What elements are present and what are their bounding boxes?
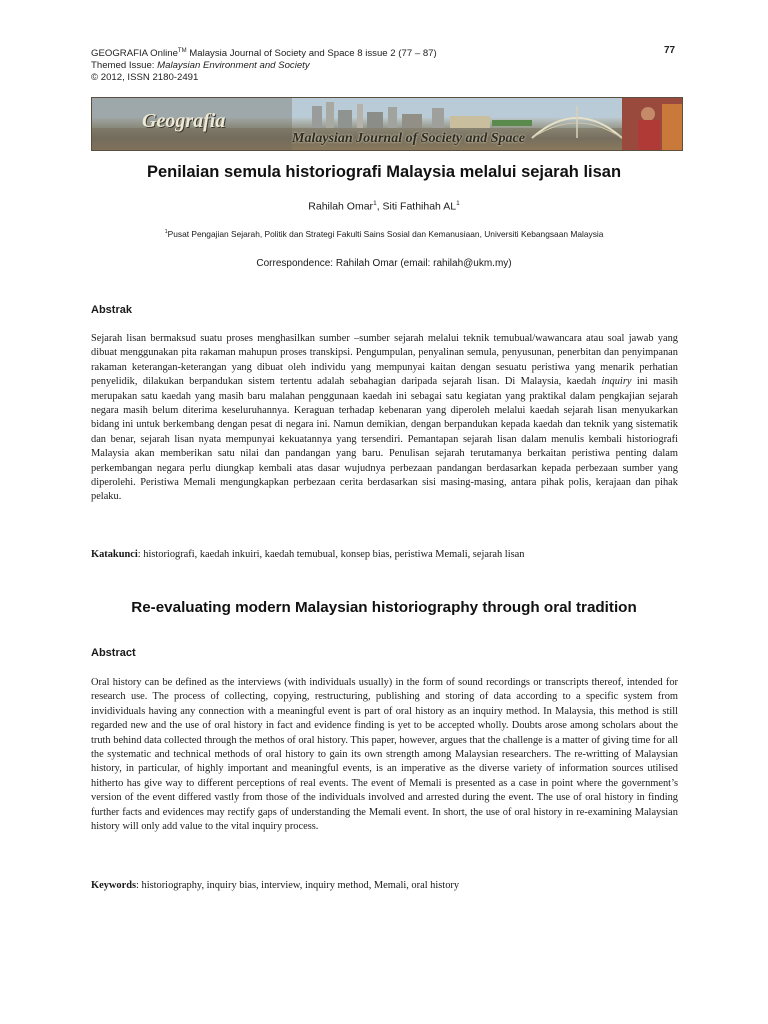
abstract-heading-malay: Abstrak [91, 304, 132, 316]
author-name: Rahilah Omar [308, 200, 374, 213]
affiliation-line [0, 229, 768, 239]
affiliation-marker: 1 [456, 200, 460, 207]
abstract-italic-term: inquiry [601, 376, 632, 388]
author-name: , Siti Fathihah AL [376, 200, 457, 213]
paper-title-malay: Penilaian semula historiografi Malaysia melalui sejarah lisan [146, 163, 622, 181]
journal-header [91, 45, 681, 84]
journal-banner-image [91, 97, 683, 151]
keywords-label: Keywords [91, 880, 137, 891]
keywords-text: : historiography, inquiry bias, interview, inquiry method, Memali, oral history [136, 880, 460, 891]
abstract-heading-english: Abstract [91, 647, 136, 659]
copyright-line: © 2012, ISSN 2180-2491 [91, 72, 199, 84]
abstract-body-english: Oral history can be defined as the interviews (with individuals usually) in the form of sound recordings or transcripts thereof, intended for research use. The process of collecting, copying, restructuring, publishing and storing of data according to a specific system from invidividuals having any connection with a meaningful event is part of oral history as an inquiry method. In Malaysia, this method is still regarded new and the use of oral history in fact and evidence finding is yet to be accepted wholly. Doubts arose among scholars about the truth behind data collected through the methos of oral history. This paper, however, argues that the challenge is a matter of giving time for all the systematic and technical methods of oral history to gain its own strength among Malaysian researchers. The re-writting of Malaysian history, in particular, of highly important and meaningful events, is an imperative as the diverse variety of information sources utilised hitherto has give way to different perceptions of real events. The event of Memali is presented as a case in point where the government’s version of the event differed vastly from those of the individuals involved and arrested during the event. The use of oral history in finding further facts and evidences may rectify gaps of understanding the Memali event. In short, the use of oral history in re-examining Malaysian history will only add value to the vital inquiry process. [91, 677, 678, 833]
author-line [0, 200, 768, 213]
themed-issue-label: Themed Issue: [91, 60, 158, 72]
keywords-text: : historiografi, kaedah inkuiri, kaedah temubual, konsep bias, peristiwa Memali, sejarah lisan [137, 549, 525, 560]
affiliation-text: Pusat Pengajian Sejarah, Politik dan Strategi Fakulti Sains Sosial dan Kemanusiaan, Universiti Kebangsaan Malaysia [167, 229, 604, 239]
keywords-malay [91, 548, 678, 562]
page-number: 77 [664, 45, 676, 56]
paper-title-english: Re-evaluating modern Malaysian historiography through oral tradition [131, 599, 637, 616]
banner-logo-word: Geografia [142, 110, 226, 132]
keywords-english [91, 879, 678, 893]
journal-name: GEOGRAFIA Online [91, 48, 178, 60]
abstract-text: Sejarah lisan bermaksud suatu proses menghasilkan sumber –sumber sejarah melalui teknik temubual/wawancara atau soal jawab yang dibuat menggunakan pita rakaman mahupun proses transkipsi. Pengumpulan, penyalinan semula, penyusunan, penerbitan dan penyimpanan rakaman keterangan-keterangan yang dibuat oleh individu yang mempunyai kaitan dengan sesuatu peristiwa yang menarik perhatian penyelidik, dilakukan berpandukan sistem tertentu adalah sebahagian daripada sejarah lisan. Di Malaysia, kaedah [91, 333, 678, 388]
affiliation-marker: 1 [373, 200, 377, 207]
abstract-body-malay [91, 332, 678, 505]
banner-journal-name: Malaysian Journal of Society and Space [292, 131, 525, 146]
themed-issue-line [91, 60, 681, 72]
affiliation-marker: 1 [164, 229, 168, 236]
trademark-mark: TM [177, 48, 187, 54]
abstract-text: ini masih merupakan satu kaedah yang masih baru malahan penggunaan kaedah ini sebagai satu kegiatan yang praktikal dalam pengkajian sejarah negara masih belum diterima keseluruhannya. Keraguan terhadap kebenaran yang diperoleh melalui kaedah sejarah lisan menyukarkan bidang ini untuk berkembang dengan pesat di negara ini. Namun demikian, dengan berpandukan kepada kaedah dan teknik yang sistematik dan benar, sejarah lisan nyata mempunyai kekuatannya yang tersendiri. Pemantapan sejarah lisan dalam menulis kembali historiografi Malaysia akan memberikan satu nilai dan pandangan yang baru. Penulisan sejarah terutamanya berkaitan peristiwa penting dalam perkembangan negara perlu diungkap kembali atas dasar wujudnya perbezaan pandangan berdasarkan kepada perbezaan sumber yang diperolehi. Peristiwa Memali mengungkapkan perbezaan cerita berdasarkan sisi masing-masing, antara pihak polis, kerajaan dan pihak pelaku. [91, 376, 679, 503]
correspondence-line: Correspondence: Rahilah Omar (email: rahilah@ukm.my) [256, 258, 512, 269]
keywords-label: Katakunci [91, 549, 138, 560]
journal-line [91, 45, 681, 60]
themed-issue-value: Malaysian Environment and Society [157, 60, 310, 72]
journal-issue: Malaysia Journal of Society and Space 8 issue 2 (77 – 87) [186, 48, 437, 60]
